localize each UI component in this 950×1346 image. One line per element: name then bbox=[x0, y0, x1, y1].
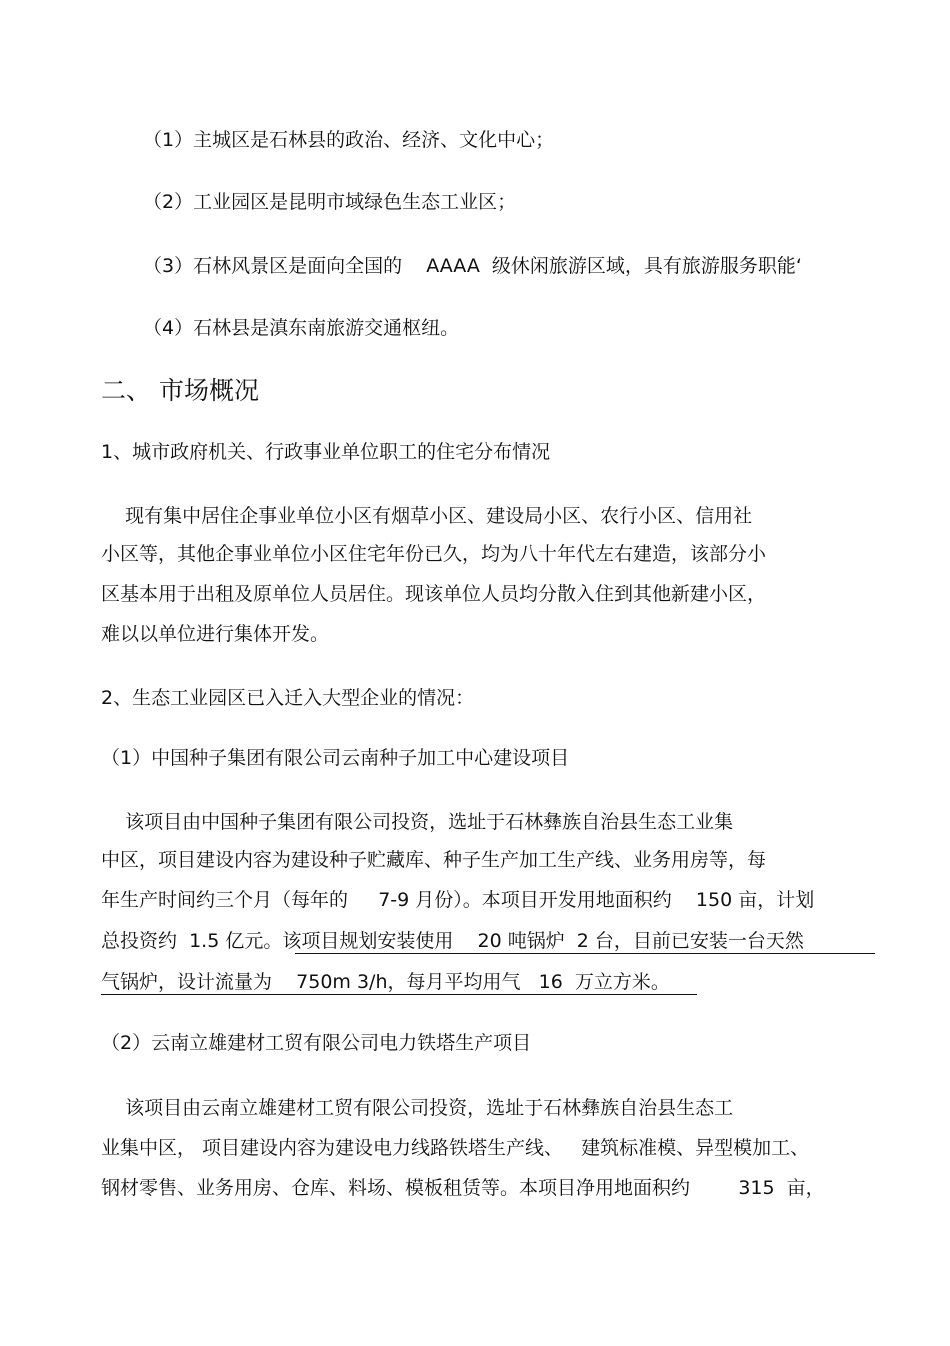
list-item: （4）石林县是滇东南旅游交通枢纽。 bbox=[143, 317, 460, 339]
paragraph-line: 钢材零售、业务用房、仓库、料场、模板租赁等。本项目净用地面积约 315 亩， bbox=[101, 1177, 825, 1199]
paragraph-line: 小区等，其他企事业单位小区住宅年份已久，均为八十年代左右建造，该部分小 bbox=[101, 543, 767, 565]
text-underline bbox=[101, 994, 697, 995]
section-heading: 二、 市场概况 bbox=[101, 376, 259, 405]
subsection-title: 1、城市政府机关、行政事业单位职工的住宅分布情况 bbox=[101, 441, 551, 463]
list-item: （3）石林风景区是面向全国的 AAAA 级休闲旅游区域，具有旅游服务职能‘ bbox=[143, 255, 802, 277]
paragraph-line: 该项目由中国种子集团有限公司投资，选址于石林彝族自治县生态工业集 bbox=[101, 811, 734, 833]
project-title: （1）中国种子集团有限公司云南种子加工中心建设项目 bbox=[101, 747, 570, 769]
list-item: （1）主城区是石林县的政治、经济、文化中心； bbox=[143, 129, 555, 151]
paragraph-line: 年生产时间约三个月（每年的 7-9 月份）。本项目开发用地面积约 150 亩，计划 bbox=[101, 889, 815, 911]
paragraph-line: 现有集中居住企事业单位小区有烟草小区、建设局小区、农行小区、信用社 bbox=[101, 505, 753, 527]
paragraph-line: 中区，项目建设内容为建设种子贮藏库、种子生产加工生产线、业务用房等，每 bbox=[101, 849, 767, 871]
paragraph-line: 业集中区， 项目建设内容为建设电力线路铁塔生产线、 建筑标准模、异型模加工、 bbox=[101, 1137, 810, 1159]
text-underline bbox=[295, 953, 875, 954]
paragraph-line: 气锅炉，设计流量为 750m 3/h，每月平均用气 16 万立方米。 bbox=[101, 971, 670, 993]
paragraph-line: 区基本用于出租及原单位人员居住。现该单位人员均分散入住到其他新建小区， bbox=[101, 583, 767, 605]
paragraph-line: 该项目由云南立雄建材工贸有限公司投资，选址于石林彝族自治县生态工 bbox=[101, 1097, 734, 1119]
subsection-title: 2、生态工业园区已入迁入大型企业的情况： bbox=[101, 687, 475, 709]
paragraph-line: 难以以单位进行集体开发。 bbox=[101, 623, 330, 645]
list-item: （2）工业园区是昆明市域绿色生态工业区； bbox=[143, 191, 517, 213]
paragraph-line: 总投资约 1.5 亿元。该项目规划安装使用 20 吨锅炉 2 台，目前已安装一台天然 bbox=[101, 930, 804, 952]
project-title: （2）云南立雄建材工贸有限公司电力铁塔生产项目 bbox=[101, 1032, 532, 1054]
